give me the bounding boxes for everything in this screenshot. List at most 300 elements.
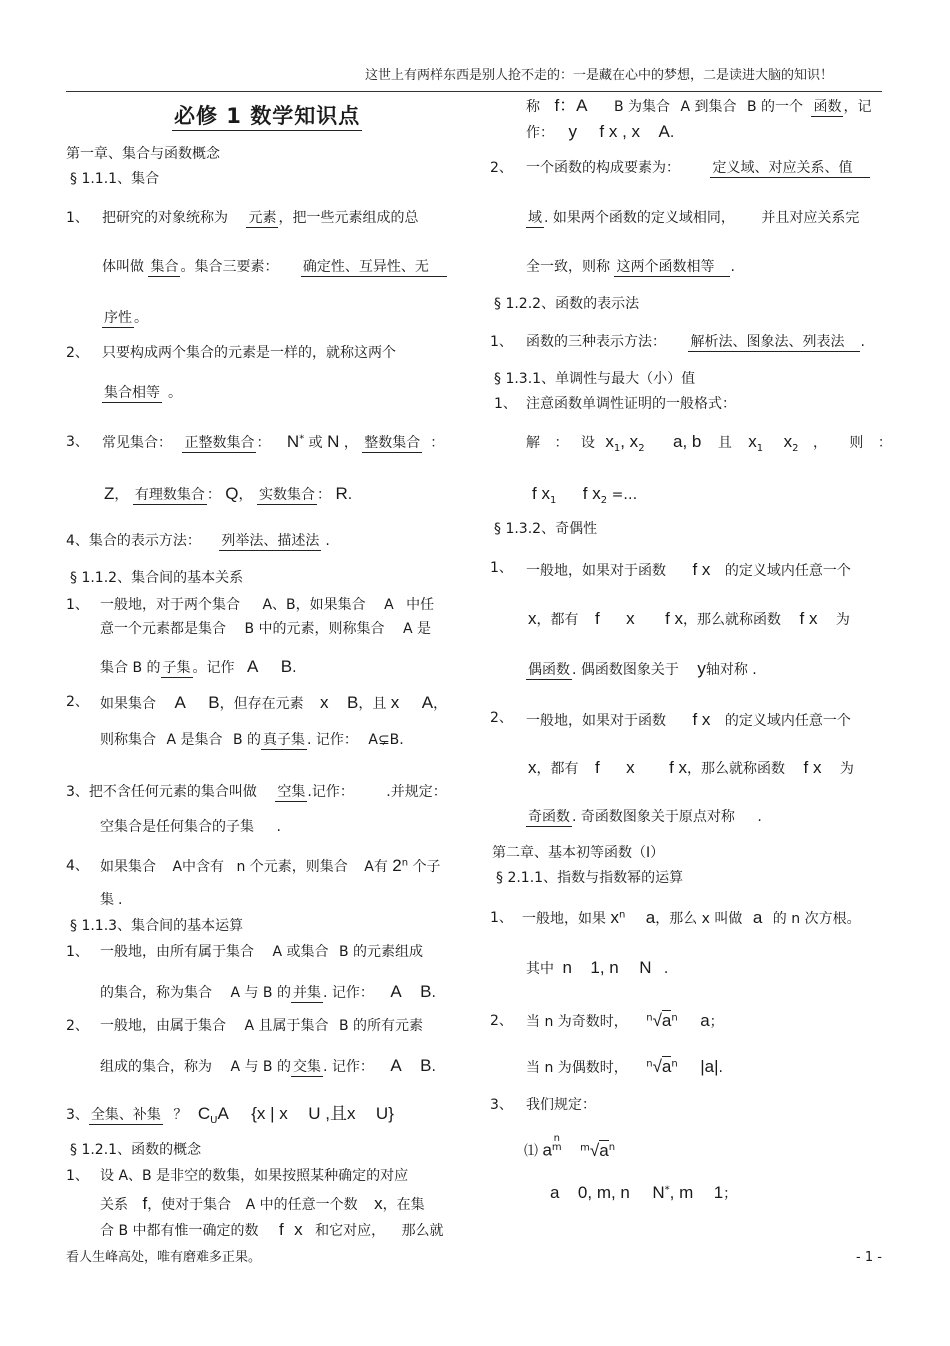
q2-line-1: 如果集合 A B，但存在元素 x B，且 x A， <box>100 693 448 712</box>
symbol-A: A <box>421 693 434 712</box>
text: . <box>730 259 735 275</box>
item-3-line-1 <box>102 432 444 452</box>
abs-open-icon: | <box>700 1057 705 1076</box>
number-1: 1 <box>713 1183 724 1202</box>
f-x: f x <box>692 710 711 729</box>
item-2-line-1: 只要构成两个集合的元素是一样的，就称这两个 <box>102 345 396 361</box>
g1-line-1 <box>526 560 851 580</box>
footer-motto: 看人生峰高处，唯有磨难多正果。 <box>66 1250 262 1265</box>
condition: 1, n <box>590 958 619 977</box>
text: ，那么就称函数 <box>683 612 782 628</box>
text: B. <box>389 732 404 748</box>
text: B 的元素组成 <box>338 944 423 960</box>
symbol-x: x <box>528 758 537 777</box>
symbol-x: , x <box>620 432 639 451</box>
text: 的 n 次方根。 <box>772 911 861 927</box>
text: ： <box>430 435 445 451</box>
h3-line-3: a 0, m, n N*, m 1； <box>550 1183 738 1202</box>
item-1-line-3 <box>102 310 148 327</box>
symbol-x: x <box>528 609 537 628</box>
section-1-1-3: § 1.1.3、集合间的基本运算 <box>70 918 244 934</box>
text: 体叫做 <box>102 259 144 275</box>
chapter-2-heading: 第二章、基本初等函数（Ⅰ） <box>492 845 665 861</box>
e1-number: 1、 <box>494 396 517 412</box>
answer-range: 域 <box>528 210 542 226</box>
q2-line-2 <box>100 732 404 749</box>
text: 那么就 <box>401 1223 444 1239</box>
item-1-line-1 <box>102 210 418 227</box>
item-3-number: 3、 <box>66 434 89 450</box>
text: x 叫做 <box>701 911 743 927</box>
q3-line-1 <box>66 784 447 801</box>
condition: 0, m, n <box>577 1183 630 1202</box>
text: 全一致，则称 <box>526 259 610 275</box>
d1-line <box>526 334 865 351</box>
text: B 的 <box>232 732 261 748</box>
h1-line-2 <box>526 958 668 978</box>
text: 把研究的对象统称为 <box>102 210 228 226</box>
text: A <box>384 597 394 613</box>
text: ； <box>723 1186 738 1202</box>
text: .记作： <box>307 784 354 800</box>
text: ： <box>256 435 271 451</box>
text: ： <box>554 435 569 451</box>
t1-number: 1、 <box>66 1168 89 1184</box>
text: ，在集 <box>382 1197 425 1213</box>
text: . <box>757 809 762 825</box>
text: . 偶函数图象关于 <box>572 662 679 678</box>
text: ，但存在元素 <box>219 696 304 712</box>
subscript: U <box>210 1114 218 1126</box>
symbol-N: N <box>639 958 652 977</box>
text: n 个元素，则集合 <box>236 859 348 875</box>
symbol-a: a <box>542 1140 552 1160</box>
text: A 且属于集合 <box>244 1018 329 1034</box>
text: B 的所有元素 <box>338 1018 423 1034</box>
answer-empty-set: 空集 <box>277 784 306 800</box>
text: 一般地，如果对于函数 <box>526 563 666 579</box>
text: ⑴ <box>524 1143 538 1160</box>
symbol-N: N <box>327 432 340 451</box>
subscript: 1 <box>756 442 764 454</box>
symbol-x: x <box>626 609 635 628</box>
mapping-f: f：A <box>554 96 588 115</box>
e1-line-2 <box>526 432 892 455</box>
r3-line <box>66 1104 394 1127</box>
answer-intersection: 交集 <box>293 1059 321 1075</box>
h1-line-1 <box>522 908 861 928</box>
answer-rationals: 有理数集合 <box>134 487 205 503</box>
symbol-x: x <box>748 432 757 451</box>
text: A 与 B 的 <box>230 1059 291 1075</box>
e1-line-3 <box>532 484 637 507</box>
q1-line-2 <box>100 621 431 638</box>
text: . 如果两个函数的定义域相同， <box>544 210 735 226</box>
symbol-x: x <box>783 432 793 451</box>
symbol-A: A <box>390 1056 402 1075</box>
q4-line-1 <box>100 856 441 876</box>
text: 且 <box>717 435 732 451</box>
text: ？ <box>173 1107 188 1123</box>
text: 作： <box>526 125 554 141</box>
r2-number: 2、 <box>66 1018 89 1034</box>
answer-set-equal: 集合相等 <box>104 385 160 401</box>
symbol-a: a <box>752 908 763 927</box>
e1-line-1: 注意函数单调性证明的一般格式： <box>526 396 736 412</box>
text: ，那么 <box>655 911 698 927</box>
text: B 为集合 <box>613 99 671 115</box>
text: 则称集合 <box>100 732 156 748</box>
text: 中任 <box>406 597 435 613</box>
symbol-B: B <box>347 693 359 712</box>
item-1-number: 1、 <box>66 210 89 226</box>
q2-number: 2、 <box>66 694 89 710</box>
text: 关系 <box>100 1197 128 1213</box>
subscript: 2 <box>638 442 645 454</box>
symbol-x: x <box>294 1220 303 1239</box>
q4-line-2 <box>100 892 122 909</box>
text: ，都有 <box>536 612 579 628</box>
t1-line-1: 设 A、B 是非空的数集，如果按照某种确定的对应 <box>100 1168 409 1184</box>
text: . <box>276 819 281 835</box>
r1-number: 1、 <box>66 944 89 960</box>
text: ， <box>238 487 253 503</box>
text: 一般地，如果 <box>522 911 606 927</box>
c1-line-2: 作： y f x , x A. <box>526 122 675 141</box>
section-1-1-2: § 1.1.2、集合间的基本关系 <box>70 570 244 586</box>
section-2-1-1: § 2.1.1、指数与指数幂的运算 <box>496 870 684 886</box>
section-1-1-1: § 1.1.1、集合 <box>70 171 160 187</box>
text: 如果集合 <box>100 859 156 875</box>
f-x: f x <box>669 758 688 777</box>
answer-representations: 解析法、图象法、列表法 <box>688 334 860 352</box>
f-x1: f x <box>532 484 550 503</box>
text: 轴对称 . <box>705 662 757 678</box>
text: ， <box>812 435 827 451</box>
answer-function: 函数 <box>813 99 842 115</box>
text: 一般地，由属于集合 <box>100 1018 226 1034</box>
text: . <box>347 487 353 503</box>
symbol-B: B <box>420 982 432 1001</box>
text: 个子 <box>412 859 441 875</box>
symbol-N: N <box>286 432 300 451</box>
text: 。集合三要素： <box>180 259 279 275</box>
f-x: f x <box>665 609 684 628</box>
symbol-B: B <box>420 1056 432 1075</box>
symbol-a: a <box>700 1011 710 1030</box>
answer-integers: 整数集合 <box>364 435 421 451</box>
answer-function-elements: 定义域、对应关系、值 <box>710 160 870 178</box>
text: 则 <box>849 435 864 451</box>
symbol-C: C <box>197 1104 211 1123</box>
g1-line-2 <box>528 609 850 629</box>
f-x: f x <box>799 609 818 628</box>
answer-element: 元素 <box>248 210 277 226</box>
text: A 是 <box>402 621 431 637</box>
f-x: f x <box>803 758 822 777</box>
subscript: 1 <box>613 442 621 454</box>
text: ： <box>877 435 892 451</box>
c2-line-1 <box>526 160 870 177</box>
c2-number: 2、 <box>490 160 513 176</box>
text: =… <box>611 487 638 503</box>
subscript: 2 <box>600 494 608 506</box>
q3-line-2 <box>100 819 281 836</box>
answer-functions-equal: 这两个函数相等 <box>614 259 730 277</box>
symbol-n: n <box>562 958 572 977</box>
c2-line-2 <box>526 210 859 227</box>
symbol-B: B <box>208 693 220 712</box>
text: A 与 B 的 <box>230 985 291 1001</box>
g1-line-3 <box>526 659 757 679</box>
header-rule <box>66 91 882 92</box>
page-title: 必修 1 数学知识点 <box>172 104 362 131</box>
text: 4、集合的表示方法： <box>66 533 201 549</box>
proper-subset-icon: ⊊ <box>377 732 390 748</box>
c2-line-3 <box>526 259 735 276</box>
text: ： <box>316 487 331 503</box>
text: 一般地，由所有属于集合 <box>100 944 254 960</box>
g2-line-3 <box>526 809 762 826</box>
text: ，把一些元素组成的总 <box>278 210 419 226</box>
answer-universal-complement: 全集、补集 <box>90 1107 161 1123</box>
text: 称 <box>526 99 540 115</box>
symbol-x: x <box>374 1194 383 1213</box>
item-2-line-2 <box>102 385 182 402</box>
text: . <box>860 334 865 350</box>
symbol-a: a <box>550 1183 560 1202</box>
symbol-x: x <box>390 693 400 712</box>
r2-line-1 <box>100 1018 423 1035</box>
q1-number: 1、 <box>66 597 89 613</box>
symbol-f: f <box>142 1194 148 1213</box>
symbol-A: A <box>246 657 259 676</box>
r1-line-1 <box>100 944 423 961</box>
item-2-number: 2、 <box>66 345 89 361</box>
symbol-Q: Q <box>225 484 239 503</box>
f-x: f x <box>692 560 711 579</box>
t1-line-2 <box>100 1194 425 1214</box>
c1-line-1 <box>526 96 871 116</box>
f-x2: f x <box>582 484 601 503</box>
text: A 或集合 <box>272 944 329 960</box>
radical-icon: $^n$√ <box>646 1057 662 1076</box>
text: .并规定： <box>386 784 447 800</box>
text: 当 n 为奇数时， <box>526 1014 628 1030</box>
abs-close-icon: | <box>714 1057 719 1076</box>
g2-number: 2、 <box>490 710 513 726</box>
text: ，都有 <box>536 761 579 777</box>
g1-number: 1、 <box>490 560 513 576</box>
symbol-A: A <box>217 1104 229 1123</box>
symbol-A: A <box>658 122 670 141</box>
number-2: 2 <box>392 856 402 875</box>
symbol-f: f <box>278 1220 284 1239</box>
r2-line-2: 组成的集合，称为 A 与 B 的 交集 . 记作： A B. <box>100 1056 436 1075</box>
section-1-3-2: § 1.3.2、奇偶性 <box>494 521 598 537</box>
item-1-line-2 <box>102 259 447 276</box>
symbol-f: f <box>594 609 600 628</box>
symbol-B: B <box>280 657 293 676</box>
text: 3、 <box>66 1107 89 1123</box>
text: . <box>118 892 123 908</box>
text: 。 <box>134 310 148 326</box>
answer-union: 并集 <box>293 985 321 1001</box>
symbol-y: y <box>697 659 706 678</box>
header-quote: 这世上有两样东西是别人抢不走的：一是藏在心中的梦想，二是读进大脑的知识！ <box>365 68 834 83</box>
text: 意一个元素都是集合 <box>100 621 226 637</box>
answer-three-properties: 确定性、互异性、无 <box>301 259 447 277</box>
text: 合 B 中都有惟一确定的数 <box>100 1223 259 1239</box>
h2-line-1: 当 n 为奇数时， $^n√a^n$ a； <box>526 1011 724 1030</box>
text: 并且对应关系完 <box>761 210 860 226</box>
symbol-A: A <box>174 693 186 712</box>
text: 和它对应， <box>315 1223 386 1239</box>
function-expression: f x , x <box>599 122 641 141</box>
text: A 到集合 <box>680 99 737 115</box>
symbol-a: a <box>704 1057 715 1076</box>
q1-line-1 <box>100 597 434 614</box>
q1-line-3: 集合 B 的 子集 。记作 A B. <box>100 657 297 676</box>
h3-line-2: ⑴ $a^{n m}$ $^m√a^n$ <box>524 1133 616 1160</box>
answer-even-function: 偶函数 <box>528 662 570 678</box>
text: 当 n 为偶数时， <box>526 1060 628 1076</box>
superscript: n <box>618 909 626 921</box>
d1-number: 1、 <box>490 334 513 350</box>
section-1-2-2: § 1.2.2、函数的表示法 <box>494 296 640 312</box>
symbol-N: N <box>652 1183 665 1202</box>
text: A中含有 <box>172 859 225 875</box>
text: 空集合是任何集合的子集 <box>100 819 254 835</box>
text: . 记作： <box>323 1059 374 1075</box>
text: 或 <box>308 435 323 451</box>
answer-proper-subset: 真子集 <box>263 732 305 748</box>
answer-subset: 子集 <box>162 660 191 676</box>
text: A <box>368 732 378 748</box>
text: 为 <box>839 761 854 777</box>
answer-set: 集合 <box>150 259 179 275</box>
superscript: n <box>401 857 409 869</box>
answer-representation: 列举法、描述法 <box>221 533 320 549</box>
text: A有 <box>364 859 388 875</box>
answer-positive-integers: 正整数集合 <box>184 435 255 451</box>
text: 集 <box>100 892 114 908</box>
set-builder-close: U} <box>375 1104 394 1123</box>
symbol-a: a <box>599 1140 609 1160</box>
text: ，使对于集合 <box>147 1197 232 1213</box>
symbol-f: f <box>594 758 600 777</box>
text: A 是集合 <box>166 732 223 748</box>
t1-line-3 <box>100 1220 444 1240</box>
text: 其中 <box>526 961 554 977</box>
subscript: 2 <box>792 442 799 454</box>
radical-icon: $^n$√ <box>646 1011 662 1030</box>
set-builder-middle: U ,且x <box>308 1104 356 1123</box>
text: 设 <box>580 435 595 451</box>
text: A、B，如果集合 <box>262 597 366 613</box>
subscript: 1 <box>549 494 557 506</box>
symbol-A: A <box>390 982 402 1001</box>
text: . <box>325 533 330 549</box>
symbol-y: y <box>568 122 577 141</box>
section-1-3-1: § 1.3.1、单调性与最大（小）值 <box>494 371 696 387</box>
text: 的定义域内任意一个 <box>724 563 851 579</box>
text: ： <box>206 487 221 503</box>
condition: , m <box>669 1183 694 1202</box>
text: 的定义域内任意一个 <box>724 713 851 729</box>
h3-line-1: 我们规定： <box>526 1097 596 1113</box>
text: 解 <box>526 435 540 451</box>
text: ，记 <box>843 99 872 115</box>
text: 为 <box>835 612 850 628</box>
text: 如果集合 <box>100 696 156 712</box>
text: 函数的三种表示方法： <box>526 334 666 350</box>
text: 3、把不含任何元素的集合叫做 <box>66 784 257 800</box>
interval-ab: a, b <box>673 432 702 451</box>
item-3-line-2 <box>104 484 352 504</box>
symbol-x: x <box>610 908 619 927</box>
symbol-x: x <box>320 693 329 712</box>
text: . 记作： <box>323 985 374 1001</box>
text: A 中的任意一个数 <box>245 1197 358 1213</box>
fraction-exponent: n m <box>551 1133 562 1153</box>
text: ， <box>343 435 358 451</box>
symbol-a: a <box>645 908 656 927</box>
set-builder-open: {x | x <box>251 1104 288 1123</box>
symbol-x: x <box>626 758 635 777</box>
h3-number: 3、 <box>490 1097 513 1113</box>
r1-line-2: 的集合，称为集合 A 与 B 的 并集 . 记作： A B. <box>100 982 436 1001</box>
symbol-Z: Z <box>104 484 115 503</box>
q4-number: 4、 <box>66 858 89 874</box>
text: 常见集合： <box>102 435 172 451</box>
symbol-R: R <box>335 484 348 503</box>
symbol-a: a <box>661 1011 672 1030</box>
text: 。 <box>168 385 182 401</box>
text: . 记作： <box>307 732 358 748</box>
item-4-line <box>66 533 330 550</box>
g2-line-1 <box>526 710 851 730</box>
text: B 的一个 <box>746 99 804 115</box>
text: 一个函数的构成要素为： <box>526 160 680 176</box>
text: 一般地，如果对于函数 <box>526 713 666 729</box>
text: ，且 <box>358 696 387 712</box>
g2-line-2 <box>528 758 854 778</box>
answer-odd-function: 奇函数 <box>528 809 570 825</box>
h2-number: 2、 <box>490 1013 513 1029</box>
text: B 中的元素，则称集合 <box>244 621 385 637</box>
text: . 奇函数图象关于原点对称 <box>572 809 735 825</box>
chapter-1-heading: 第一章、集合与函数概念 <box>66 146 220 162</box>
symbol-a: a <box>661 1057 672 1076</box>
page-number: - 1 - <box>856 1250 882 1265</box>
text: ， <box>114 487 129 503</box>
text: . <box>663 961 669 977</box>
superscript: * <box>299 433 305 445</box>
radical-icon: $^m$√ <box>580 1140 600 1160</box>
text: 一般地，对于两个集合 <box>100 597 240 613</box>
h1-number: 1、 <box>490 910 513 926</box>
text: 的集合，称为集合 <box>100 985 212 1001</box>
text: ，那么就称函数 <box>687 761 786 777</box>
symbol-x: x <box>605 432 614 451</box>
answer-reals: 实数集合 <box>258 487 315 503</box>
h2-line-2: 当 n 为偶数时， $^n√a^n$ |a|. <box>526 1057 723 1076</box>
text: 组成的集合，称为 <box>100 1059 212 1075</box>
answer-unordered: 序性 <box>104 310 132 326</box>
text: 集合 B 的 <box>100 660 161 676</box>
text: 。记作 <box>192 660 235 676</box>
